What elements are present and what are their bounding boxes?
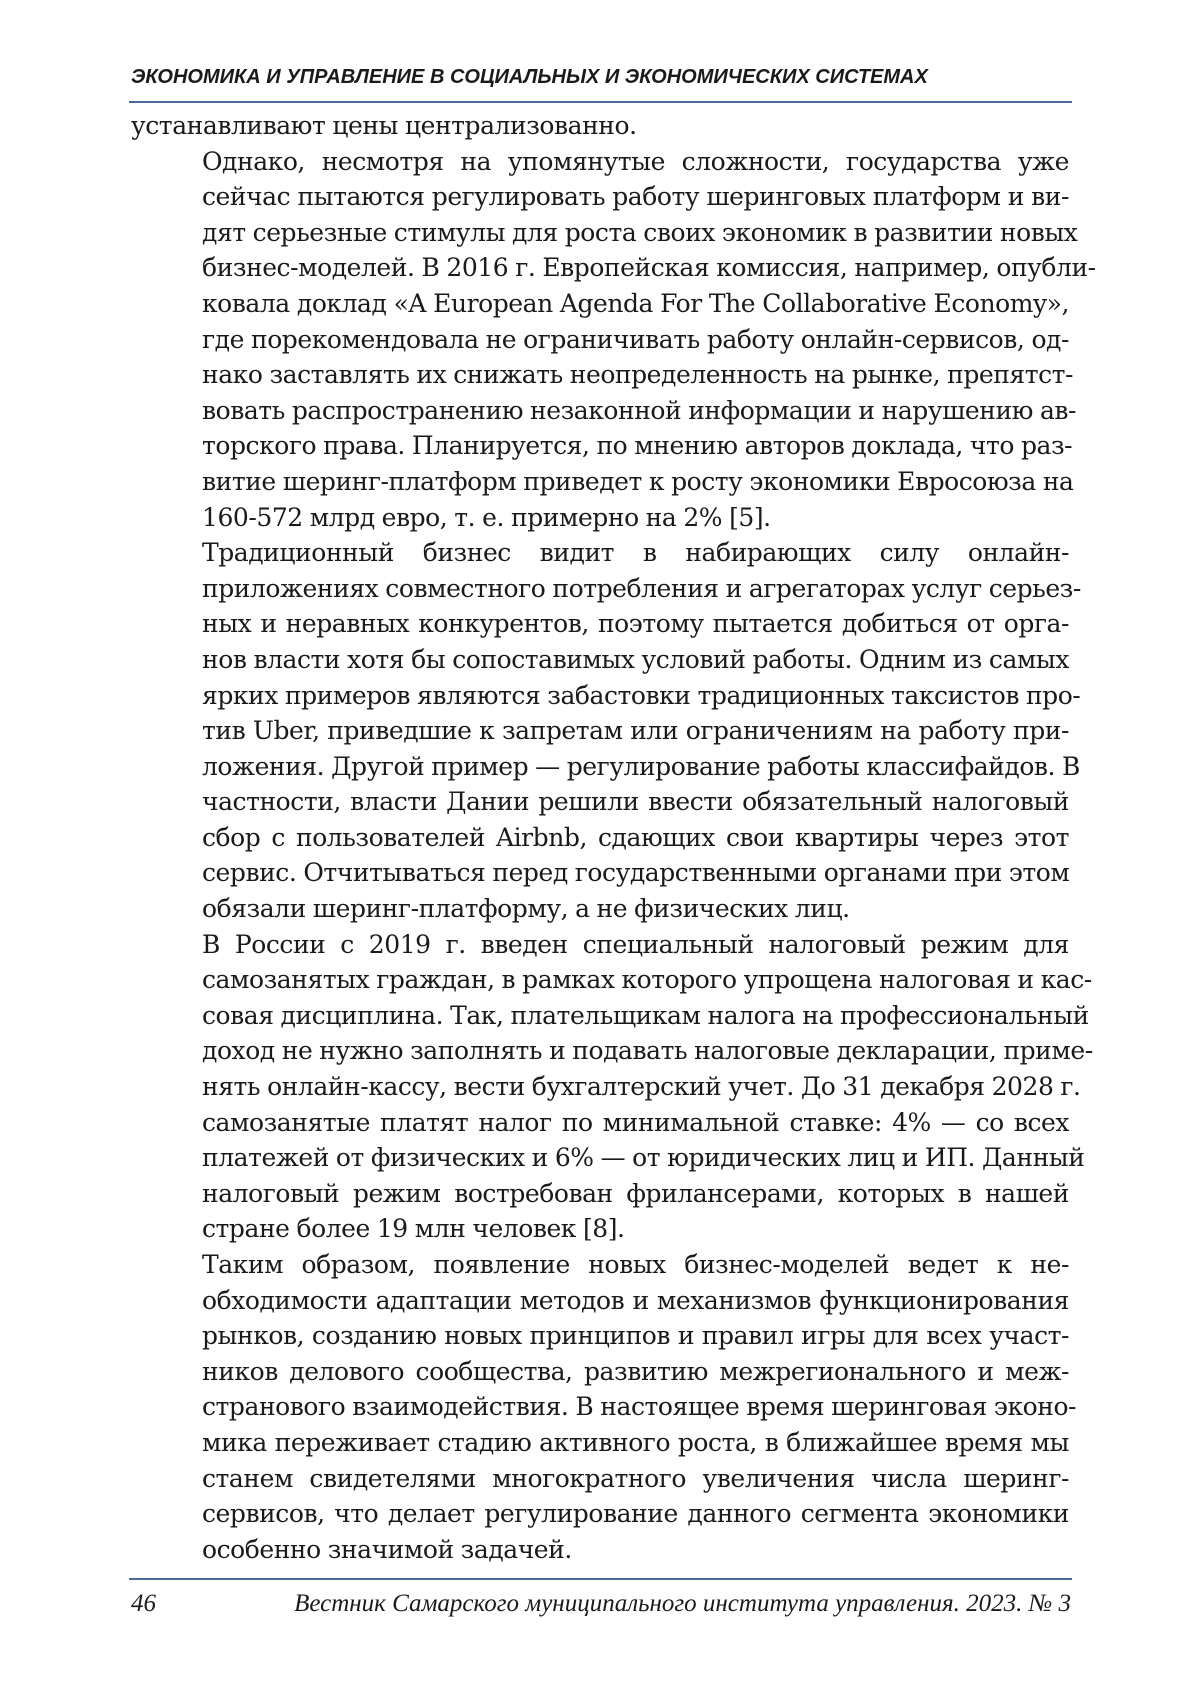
paragraph: [131, 927, 1093, 1247]
text-line: станем свидетелями многократного увеличения числа шеринг-: [202, 1463, 1069, 1493]
text-line: нять онлайн-кассу, вести бухгалтерский учет. До 31 декабря 2028 г.: [202, 1072, 1081, 1102]
text-line: ковала доклад «A European Agenda For The Collaborative Economy»,: [202, 288, 1069, 318]
text-line: ярких примеров являются забастовки традиционных таксистов про-: [202, 680, 1081, 710]
paragraph: [131, 144, 1096, 536]
text-line: обязали шеринг-платформу, а не физических лиц.: [202, 894, 850, 924]
article-body: [131, 108, 1096, 1567]
text-line: налоговый режим востребован фрилансерами, которых в нашей: [202, 1178, 1069, 1208]
text-line: странового взаимодействия. В настоящее время шеринговая эконо-: [202, 1392, 1077, 1422]
text-line: витие шеринг-платформ приведет к росту экономики Евросоюза на: [202, 466, 1074, 496]
text-line: частности, власти Дании решили ввести обязательный налоговый: [202, 787, 1069, 817]
text-line: особенно значимой задачей.: [202, 1534, 572, 1564]
header-rule: [129, 101, 1072, 103]
text-line: дят серьезные стимулы для роста своих экономик в развитии новых: [202, 217, 1078, 247]
footer-rule: [129, 1578, 1072, 1580]
text-line: В России с 2019 г. введен специальный налоговый режим для: [202, 929, 1069, 959]
text-line: совая дисциплина. Так, плательщикам налога на профессиональный: [202, 1000, 1089, 1030]
text-line: ных и неравных конкурентов, поэтому пытается добиться от орга-: [202, 609, 1069, 639]
text-line: самозанятых граждан, в рамках которого упрощена налоговая и кас-: [202, 965, 1092, 995]
text-line: платежей от физических и 6% — от юридических лиц и ИП. Данный: [202, 1143, 1085, 1173]
text-line: бизнес-моделей. В 2016 г. Европейская комиссия, например, опубли-: [202, 253, 1096, 283]
text-line: стране более 19 млн человек [8].: [202, 1214, 625, 1244]
text-line: обходимости адаптации методов и механизмов функционирования: [202, 1285, 1069, 1315]
text-line: самозанятые платят налог по минимальной ставке: 4% — со всех: [202, 1107, 1069, 1137]
text-line: ников делового сообщества, развитию межрегионального и меж-: [202, 1356, 1069, 1386]
paragraph: [131, 108, 1069, 144]
text-line: Традиционный бизнес видит в набирающих силу онлайн-: [202, 538, 1069, 568]
text-line: торского права. Планируется, по мнению авторов доклада, что раз-: [202, 431, 1073, 461]
running-header: ЭКОНОМИКА И УПРАВЛЕНИЕ В СОЦИАЛЬНЫХ И ЭКОНОМИЧЕСКИХ СИСТЕМАХ: [131, 66, 928, 88]
text-line: мика переживает стадию активного роста, в ближайшее время мы: [202, 1427, 1069, 1457]
text-line: тив Uber, приведшие к запретам или ограничениям на работу при-: [202, 716, 1069, 746]
text-line: нако заставлять их снижать неопределенность на рынке, препятст-: [202, 360, 1074, 390]
text-line: где порекомендовала не ограничивать работу онлайн-сервисов, од-: [202, 324, 1069, 354]
text-line: приложениях совместного потребления и агрегаторах услуг серьез-: [202, 573, 1081, 603]
page-number: 46: [131, 1590, 156, 1617]
text-line: Однако, несмотря на упомянутые сложности, государства уже: [202, 146, 1069, 176]
paragraph: [131, 1247, 1077, 1567]
text-line: устанавливают цены централизованно.: [131, 111, 637, 140]
text-line: сейчас пытаются регулировать работу шеринговых платформ и ви-: [202, 182, 1069, 212]
text-line: сбор с пользователей Airbnb, сдающих свои квартиры через этот: [202, 822, 1069, 852]
text-line: вовать распространению незаконной информации и нарушению ав-: [202, 395, 1077, 425]
journal-citation: Вестник Самарского муниципального института управления. 2023. № 3: [294, 1590, 1071, 1617]
text-line: рынков, созданию новых принципов и правил игры для всех участ-: [202, 1321, 1069, 1351]
text-line: сервисов, что делает регулирование данного сегмента экономики: [202, 1499, 1069, 1529]
paragraph: [131, 535, 1081, 927]
text-line: Таким образом, появление новых бизнес-моделей ведет к не-: [202, 1250, 1069, 1279]
text-line: нов власти хотя бы сопоставимых условий работы. Одним из самых: [202, 644, 1069, 674]
text-line: доход не нужно заполнять и подавать налоговые декларации, приме-: [202, 1036, 1093, 1066]
text-line: сервис. Отчитываться перед государственными органами при этом: [202, 858, 1070, 888]
text-line: 160-572 млрд евро, т. е. примерно на 2% [5].: [202, 502, 771, 532]
text-line: ложения. Другой пример — регулирование работы классифайдов. В: [202, 751, 1080, 781]
